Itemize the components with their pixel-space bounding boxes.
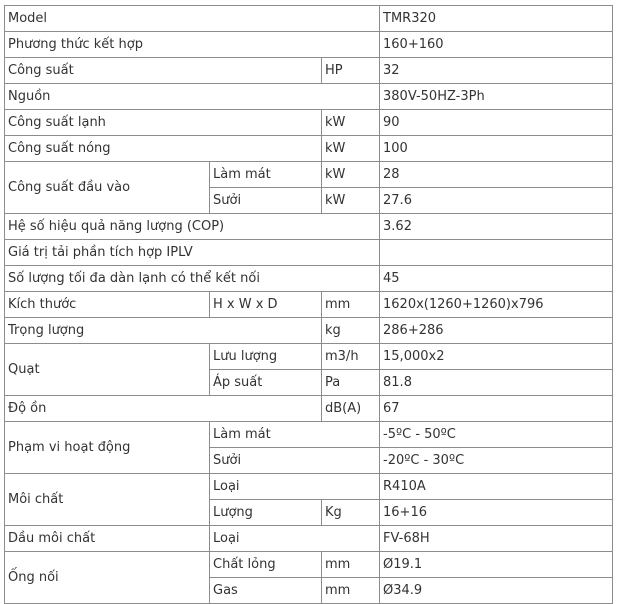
table-row-refrigerant-oil [5, 526, 613, 552]
row-value: Ø34.9 [380, 578, 613, 604]
row-value: 1620x(1260+1260)x796 [380, 292, 613, 318]
row-sub-label: Sưởi [210, 448, 380, 474]
row-label: Công suất nóng [5, 136, 322, 162]
table-row-iplv [5, 240, 613, 266]
row-label: Nguồn [5, 84, 380, 110]
row-unit: Pa [322, 370, 380, 396]
row-value: 286+286 [380, 318, 613, 344]
row-label: Quạt [5, 344, 210, 396]
row-value: 380V-50HZ-3Ph [380, 84, 613, 110]
row-value: 28 [380, 162, 613, 188]
row-value: Ø19.1 [380, 552, 613, 578]
row-unit: m3/h [322, 344, 380, 370]
row-sub-label: Làm mát [210, 162, 322, 188]
row-label: Phương thức kết hợp [5, 32, 380, 58]
row-unit: kW [322, 110, 380, 136]
row-unit: mm [322, 552, 380, 578]
row-label: Công suất đầu vào [5, 162, 210, 214]
row-label: Phạm vi hoạt động [5, 422, 210, 474]
table-row-noise [5, 396, 613, 422]
row-sub-label: Loại [210, 526, 380, 552]
row-label: Kích thước [5, 292, 210, 318]
row-label: Môi chất [5, 474, 210, 526]
row-label: Công suất lạnh [5, 110, 322, 136]
row-label: Hệ số hiệu quả năng lượng (COP) [5, 214, 380, 240]
row-sub-label: Chất lỏng [210, 552, 322, 578]
row-sub-label: H x W x D [210, 292, 322, 318]
table-row-power [5, 58, 613, 84]
table-row-operating-range-cooling [5, 422, 613, 448]
table-row-cop [5, 214, 613, 240]
table-row-model [5, 6, 613, 32]
row-value: -20ºC - 30ºC [380, 448, 613, 474]
row-value: 16+16 [380, 500, 613, 526]
row-unit: kW [322, 136, 380, 162]
row-sub-label: Loại [210, 474, 380, 500]
row-label: Công suất [5, 58, 322, 84]
row-label: Model [5, 6, 380, 32]
table-row-fan-airflow [5, 344, 613, 370]
row-sub-label: Lưu lượng [210, 344, 322, 370]
row-unit: Kg [322, 500, 380, 526]
row-value: 90 [380, 110, 613, 136]
row-sub-label: Áp suất [210, 370, 322, 396]
row-value: 67 [380, 396, 613, 422]
spec-table [4, 5, 613, 604]
row-value: 27.6 [380, 188, 613, 214]
row-value: R410A [380, 474, 613, 500]
table-row-max-indoor [5, 266, 613, 292]
row-value: 32 [380, 58, 613, 84]
row-value: 45 [380, 266, 613, 292]
table-row-dimensions [5, 292, 613, 318]
row-unit: dB(A) [322, 396, 380, 422]
row-value: 160+160 [380, 32, 613, 58]
row-unit: kW [322, 188, 380, 214]
row-unit: kg [322, 318, 380, 344]
row-value: FV-68H [380, 526, 613, 552]
row-unit: mm [322, 578, 380, 604]
row-sub-label: Gas [210, 578, 322, 604]
row-unit: mm [322, 292, 380, 318]
row-unit: kW [322, 162, 380, 188]
row-value: 15,000x2 [380, 344, 613, 370]
row-sub-label: Lượng [210, 500, 322, 526]
table-row-heating-capacity [5, 136, 613, 162]
row-label: Dầu môi chất [5, 526, 210, 552]
row-value: TMR320 [380, 6, 613, 32]
table-row-input-power-cooling [5, 162, 613, 188]
row-value: 3.62 [380, 214, 613, 240]
row-value: -5ºC - 50ºC [380, 422, 613, 448]
row-label: Giá trị tải phần tích hợp IPLV [5, 240, 380, 266]
row-sub-label: Sưởi [210, 188, 322, 214]
table-row-source [5, 84, 613, 110]
row-sub-label: Làm mát [210, 422, 380, 448]
row-value: 100 [380, 136, 613, 162]
row-value [380, 240, 613, 266]
row-unit: HP [322, 58, 380, 84]
row-value: 81.8 [380, 370, 613, 396]
table-row-cooling-capacity [5, 110, 613, 136]
row-label: Ống nối [5, 552, 210, 604]
table-row-refrigerant-type [5, 474, 613, 500]
row-label: Trọng lượng [5, 318, 322, 344]
table-row-combination [5, 32, 613, 58]
table-row-piping-liquid [5, 552, 613, 578]
row-label: Độ ồn [5, 396, 322, 422]
row-label: Số lượng tối đa dàn lạnh có thể kết nối [5, 266, 380, 292]
table-row-weight [5, 318, 613, 344]
